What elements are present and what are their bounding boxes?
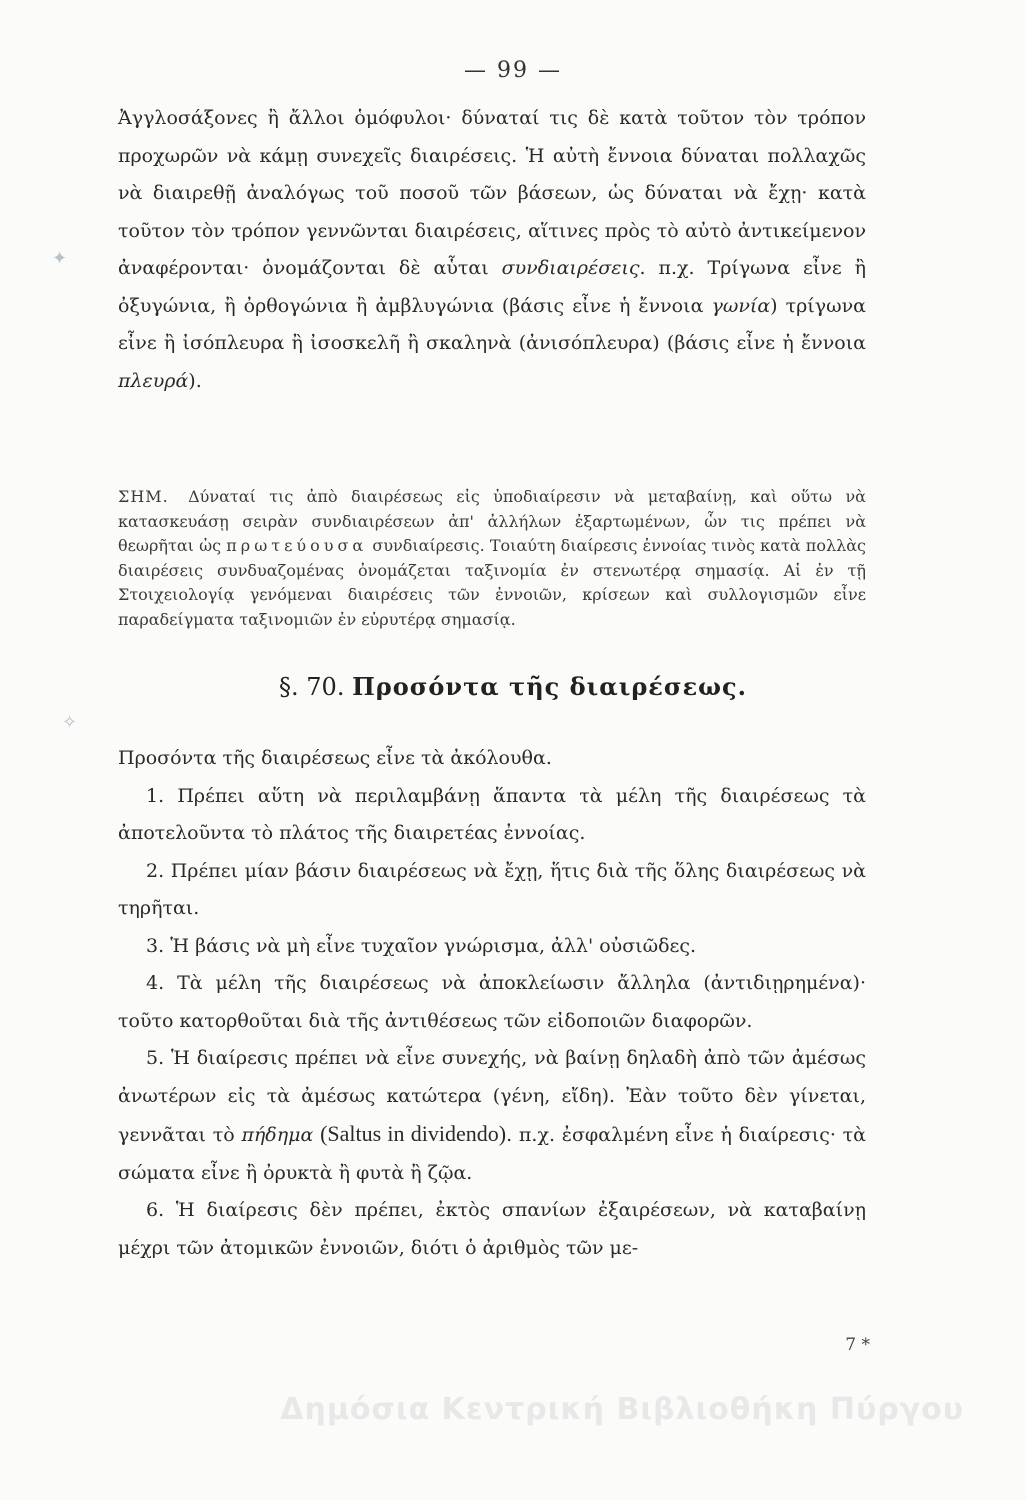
margin-mark-icon: ✦ xyxy=(52,248,68,269)
list-item xyxy=(118,928,866,966)
intro-end: ). xyxy=(188,369,202,392)
intro-continuation: . π.χ. Τρίγωνα εἶνε ἢ ὀξυγώνια, ἢ ὀρθογώνια ἢ ἀμβλυγώνια (βάσις εἶνε ἡ ἔννοια xyxy=(118,257,867,317)
list-item-term: πήδημα xyxy=(241,1124,314,1146)
list-intro: Προσόντα τῆς διαιρέσεως εἶνε τὰ ἀκόλουθα. xyxy=(118,747,552,769)
list-item-text: Ἡ διαίρεσις πρέπει νὰ εἶνε συνεχής, νὰ βαίνῃ δηλαδὴ ἀπὸ τῶν ἀμέσως ἀνωτέρων εἰς τὰ ἀμέσως κατώτερα (γένη, εἴδη). Ἐὰν τοῦτο δὲν γίνεται, γεννᾶται τὸ xyxy=(118,1047,866,1146)
intro-paragraph xyxy=(118,100,866,400)
section-title: Προσόντα τῆς διαιρέσεως. xyxy=(352,672,747,701)
list-item-number: 1. xyxy=(146,784,165,807)
list-item xyxy=(118,1040,866,1192)
list-item-number: 5. xyxy=(146,1047,165,1069)
intro-term-2: γωνία xyxy=(711,294,771,317)
list-item xyxy=(118,965,866,1040)
page-number: — 99 — xyxy=(464,58,562,83)
list-item xyxy=(118,778,866,853)
intro-term: συνδιαιρέσεις xyxy=(501,257,640,279)
list-item-number: 3. xyxy=(146,934,165,957)
note-label: ΣΗΜ. xyxy=(118,487,169,506)
note-text-1: Δύναταί τις ἀπὸ διαιρέσεως εἰς ὑποδιαίρεσιν νὰ μεταβαίνῃ, καὶ οὕτω νὰ κατασκευάσῃ σειρὰν συνδιαιρέσεων ἀπ' ἀλλήλων ἐξαρτωμένων, ὧν τις πρέπει νὰ θεωρῆται ὡς xyxy=(118,487,866,555)
list-item-latin: (Saltus in dividendo) xyxy=(320,1121,507,1146)
note-spaced-term: πρωτεύουσα xyxy=(226,536,368,555)
list-item-number: 2. xyxy=(146,859,165,882)
list-item-text: Πρέπει μίαν βάσιν διαιρέσεως νὰ ἔχῃ, ἥτις διὰ τῆς ὅλης διαιρέσεως νὰ τηρῆται. xyxy=(118,859,866,919)
catchword-mark: 7 * xyxy=(845,1335,870,1355)
list-item-tail: . π.χ. ἐσφαλμένη εἶνε ἡ διαίρεσις· τὰ σώματα εἶνε ἢ ὀρυκτὰ ἢ φυτὰ ἢ ζῷα. xyxy=(118,1124,867,1184)
intro-term-3: πλευρά xyxy=(118,369,189,392)
note-block xyxy=(118,485,866,632)
list-item-text: Ἡ βάσις νὰ μὴ εἶνε τυχαῖον γνώρισμα, ἀλλ' οὐσιῶδες. xyxy=(170,934,697,957)
list-item-text: Πρέπει αὕτη νὰ περιλαμβάνῃ ἅπαντα τὰ μέλη τῆς διαιρέσεως τὰ ἀποτελοῦντα τὸ πλάτος τῆς διαιρετέας ἐννοίας. xyxy=(118,784,866,844)
list-item xyxy=(118,1192,866,1267)
intro-text: Ἀγγλοσάξονες ἢ ἄλλοι ὁμόφυλοι· δύναταί τις δὲ κατὰ τοῦτον τὸν τρόπον προχωρῶν νὰ κάμῃ συνεχεῖς διαιρέσεις. Ἡ αὐτὴ ἔννοια δύναται πολλαχῶς νὰ διαιρεθῇ ἀναλόγως τοῦ ποσοῦ τῶν βάσεων, ὡς δύναται νὰ ἔχῃ· κατὰ τοῦτον τὸν τρόπον γεννῶνται διαιρέσεις, αἵτινες πρὸς τὸ αὐτὸ ἀντικείμενον ἀναφέρονται· ὀνομάζονται δὲ αὗται xyxy=(118,107,866,279)
list-item xyxy=(118,853,866,928)
section-heading xyxy=(0,672,1026,701)
margin-mark-icon: ✧ xyxy=(62,712,78,733)
requirements-list xyxy=(118,740,866,1267)
intro-continuation-2: ) τρίγωνα εἶνε ἢ ἰσόπλευρα ἢ ἰσοσκελῆ ἢ σκαληνὰ (ἀνισόπλευρα) (βάσις εἶνε ἡ ἔννοια xyxy=(118,294,866,354)
list-item-text: Τὰ μέλη τῆς διαιρέσεως νὰ ἀποκλείωσιν ἄλληλα (ἀντιδιῃρημένα)· τοῦτο κατορθοῦται διὰ τῆς ἀντιθέσεως τῶν εἰδοποιῶν διαφορῶν. xyxy=(118,972,866,1032)
library-watermark: Δημόσια Κεντρική Βιβλιοθήκη Πύργου xyxy=(280,1392,964,1427)
section-number: §. 70. xyxy=(279,673,345,701)
list-item-number: 4. xyxy=(146,972,165,994)
list-item-text: Ἡ διαίρεσις δὲν πρέπει, ἐκτὸς σπανίων ἐξαιρέσεων, νὰ καταβαίνῃ μέχρι τῶν ἀτομικῶν ἐννοιῶν, διότι ὁ ἀριθμὸς τῶν με- xyxy=(118,1199,867,1259)
note-text-2: συνδιαίρεσις. Τοιαύτη διαίρεσις ἐννοίας τινὸς κατὰ πολλὰς διαιρέσεις συνδυαζομένας ὀνομάζεται ταξινομία ἐν στενωτέρᾳ σημασίᾳ. Αἱ ἐν τῇ Στοιχειολογίᾳ γενόμεναι διαιρέσεις τῶν ἐννοιῶν, κρίσεων καὶ συλλογισμῶν εἶνε παραδείγματα ταξινομιῶν ἐν εὐρυτέρᾳ σημασίᾳ. xyxy=(118,536,866,629)
list-item-number: 6. xyxy=(146,1199,165,1221)
